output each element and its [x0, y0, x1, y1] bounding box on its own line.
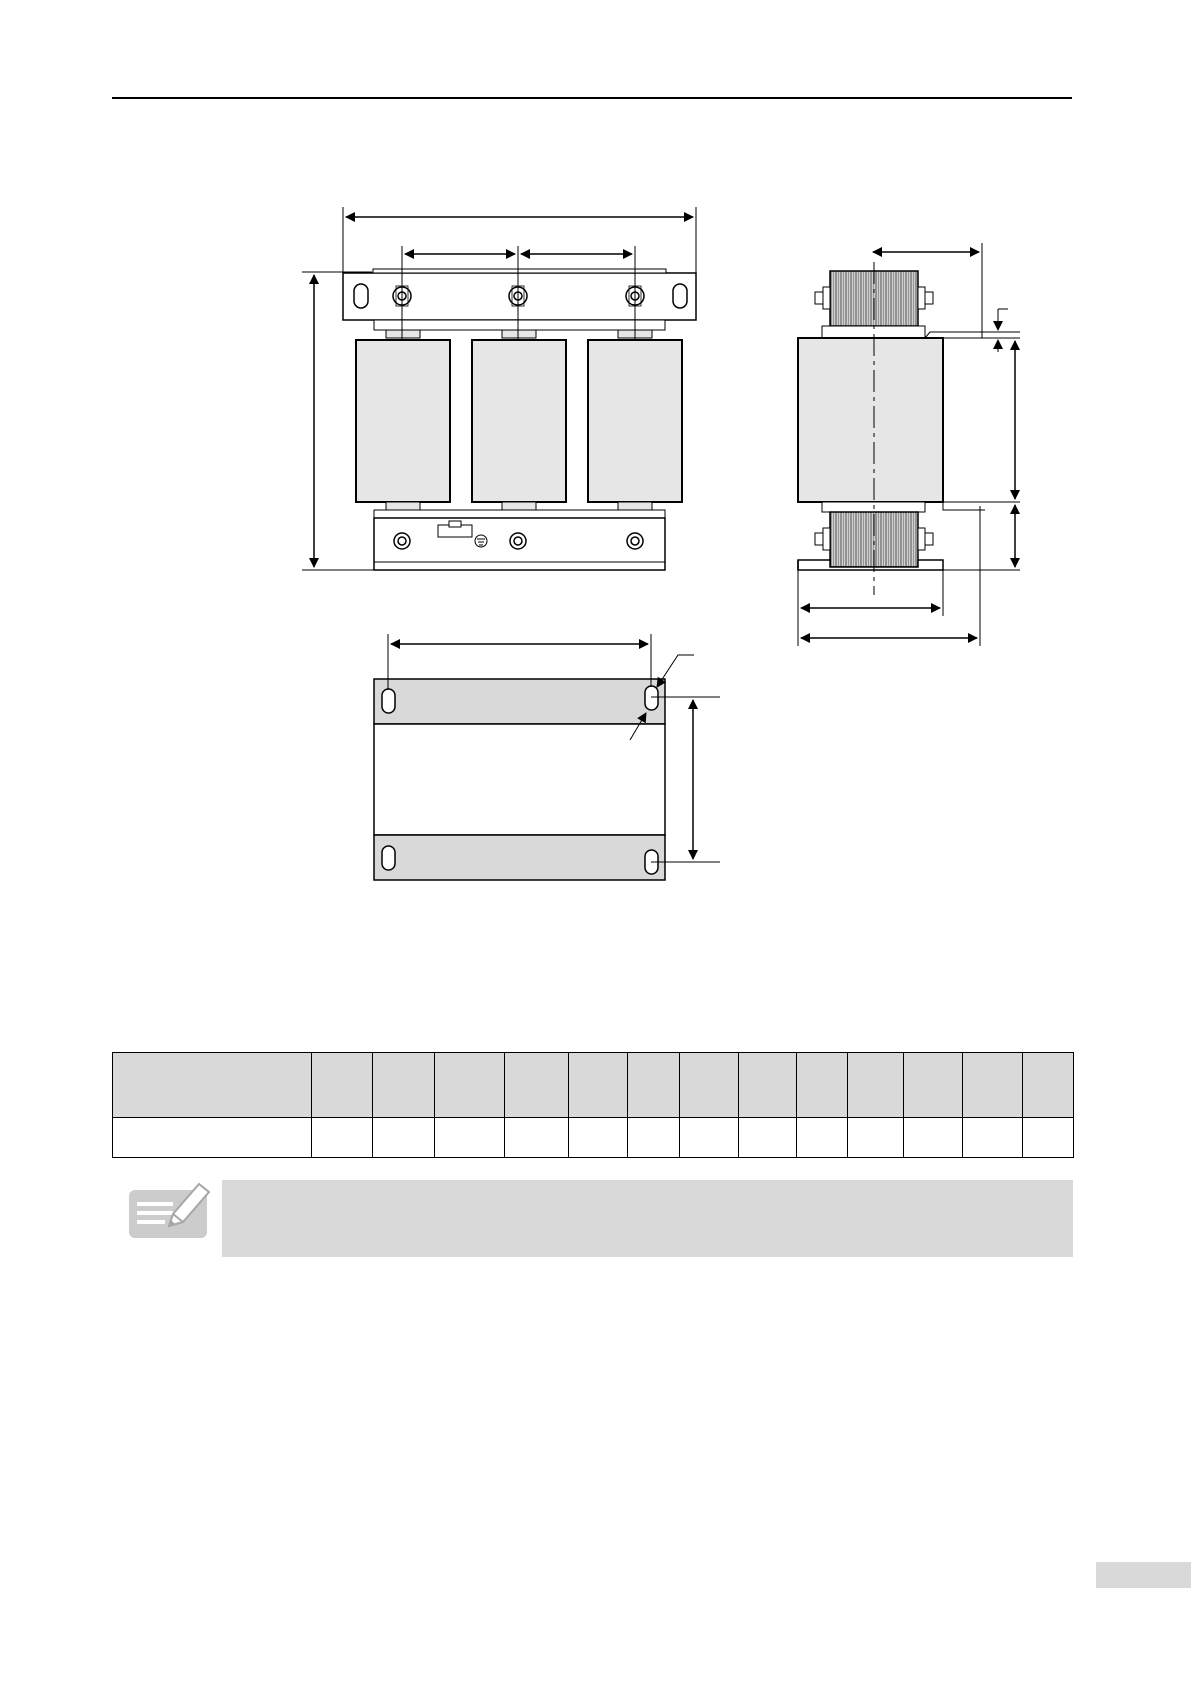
coil-w — [588, 340, 682, 502]
table-cell — [435, 1118, 505, 1158]
table-header-cell — [113, 1053, 312, 1118]
table-cell — [848, 1118, 904, 1158]
mounting-hole-icon — [645, 686, 658, 710]
table-header-cell — [963, 1053, 1023, 1118]
coil-v — [472, 340, 566, 502]
mounting-view — [374, 679, 665, 880]
table-header-cell — [1023, 1053, 1074, 1118]
table-cell — [739, 1118, 797, 1158]
table-cell — [373, 1118, 435, 1158]
coil-u — [356, 340, 450, 502]
side-view — [798, 262, 985, 595]
mounting-rail-top — [374, 679, 665, 724]
table-cell — [680, 1118, 739, 1158]
table-header-cell — [569, 1053, 628, 1118]
side-body — [798, 338, 943, 502]
mounting-rail-bottom — [374, 835, 665, 880]
terminal-bolt-icon — [510, 533, 526, 549]
terminal-bolt-icon — [627, 533, 643, 549]
table-cell — [1023, 1118, 1074, 1158]
table-header-cell — [797, 1053, 848, 1118]
table-cell — [505, 1118, 569, 1158]
table-header-cell — [505, 1053, 569, 1118]
table-cell — [904, 1118, 963, 1158]
note-pencil-icon — [129, 1180, 213, 1238]
table-header-cell — [680, 1053, 739, 1118]
table-header-cell — [904, 1053, 963, 1118]
ground-symbol-icon — [475, 535, 487, 547]
table-header-cell — [435, 1053, 505, 1118]
table-cell — [963, 1118, 1023, 1158]
front-view — [343, 269, 696, 570]
table-header-cell — [628, 1053, 680, 1118]
dimension-table — [112, 1052, 1074, 1158]
page-number-tab — [1096, 1562, 1191, 1588]
table-cell — [312, 1118, 373, 1158]
table-cell — [797, 1118, 848, 1158]
mounting-center — [374, 724, 665, 835]
mounting-hole-icon — [382, 689, 395, 713]
table-header-cell — [739, 1053, 797, 1118]
table-cell — [113, 1118, 312, 1158]
table-header-cell — [312, 1053, 373, 1118]
table-row — [113, 1118, 1074, 1158]
table-header-row — [113, 1053, 1074, 1118]
table-header-cell — [373, 1053, 435, 1118]
terminal-bolt-icon — [394, 533, 410, 549]
mounting-hole-icon — [382, 846, 395, 870]
table-cell — [628, 1118, 680, 1158]
table-header-cell — [848, 1053, 904, 1118]
table-cell — [569, 1118, 628, 1158]
note-box — [222, 1180, 1073, 1257]
